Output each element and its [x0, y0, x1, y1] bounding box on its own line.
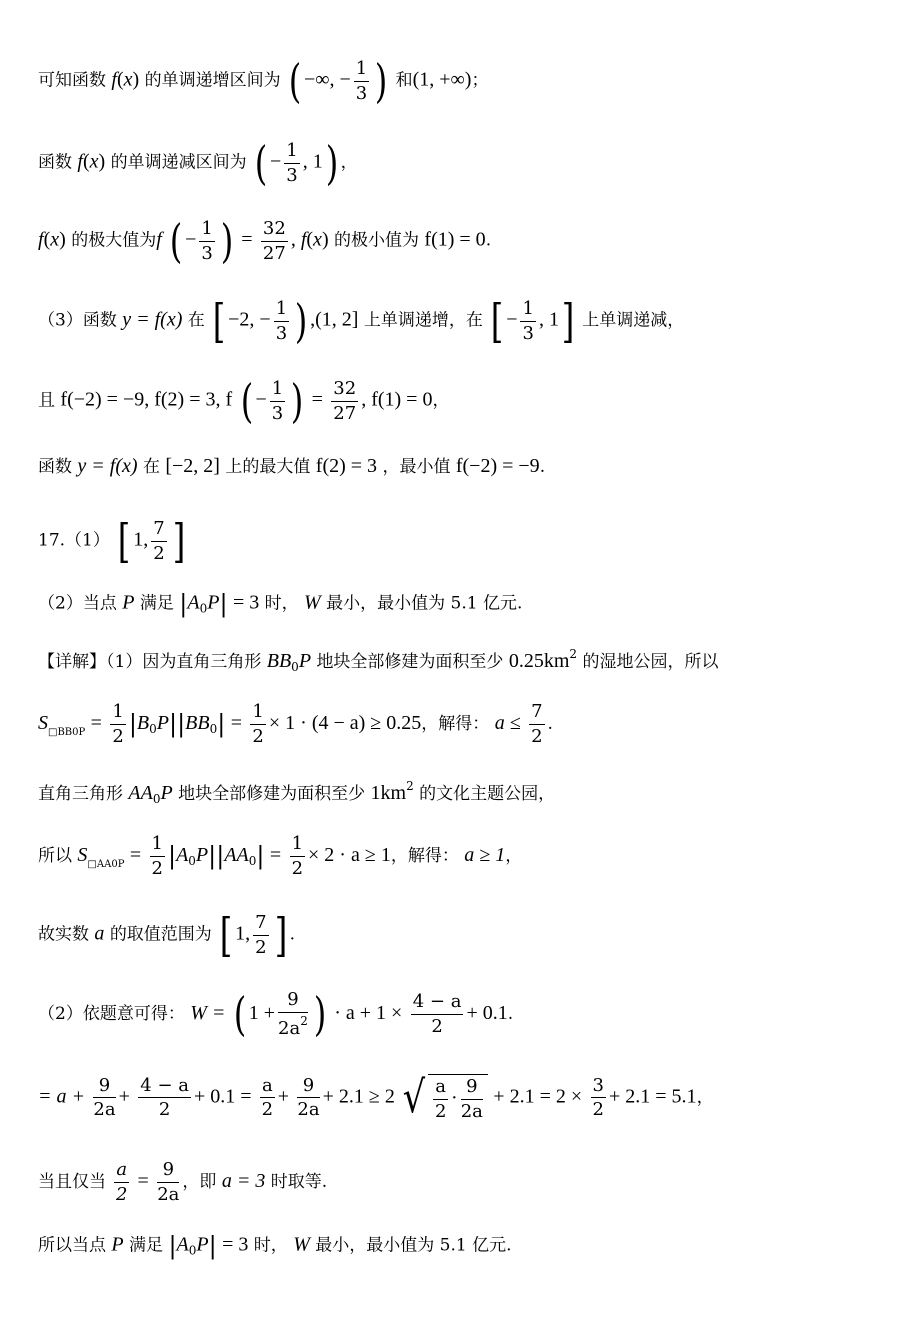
expr: + 2.1 = 2 ×	[493, 1085, 583, 1108]
text: 函数	[38, 457, 72, 477]
text: 的极大值为	[71, 230, 157, 251]
expr: + 0.1	[466, 1001, 508, 1024]
punct: .	[539, 457, 546, 477]
frac-num: 4 − a	[138, 1076, 191, 1099]
line-12: 所以 $S_{□AA0P}$ = $\frac{1}{2}$ $|A_0P||AA_0|$ = $\frac{1}{2}$ × 2 · a ≥ 1，解得： a ≥ 1，	[38, 833, 523, 879]
expr: + 0.1 =	[194, 1085, 252, 1108]
text: ，解得：	[390, 845, 459, 866]
var-s: S	[77, 843, 88, 866]
interval: [−2, 2]	[165, 455, 220, 477]
frac-den: 2	[592, 1099, 604, 1121]
subscript: 0	[199, 601, 208, 616]
frac-den: 2a	[93, 1099, 116, 1121]
line-17: 所以当点 P 满足 $|A_0P| = 3$ 时， W 最小，最小值为 5.1 亿元.	[38, 1232, 512, 1260]
line-15	[38, 1071, 880, 1123]
text: ，最小值	[382, 457, 451, 477]
text: 【详解】（1）因为直角三角形	[38, 652, 262, 672]
func-f: f	[111, 68, 117, 91]
frac-den: 3	[271, 402, 284, 424]
var-p: P	[160, 782, 173, 804]
expr: a ≤	[494, 711, 521, 734]
text: 的湿地公园，所以	[582, 652, 719, 672]
subscript: P	[117, 858, 125, 870]
text: 地块全部修建为面积至少	[316, 652, 504, 672]
subscript: 0	[188, 853, 196, 868]
var-s: S	[38, 711, 48, 734]
area: 0.25km	[508, 650, 570, 672]
superscript: 2	[406, 779, 414, 793]
frac-den: 2a	[157, 1183, 180, 1205]
line-11	[38, 780, 880, 805]
interval: (1, 2]	[315, 308, 359, 331]
expr: = 3	[232, 591, 260, 614]
frac-num: 9	[461, 1077, 483, 1100]
text: 地块全部修建为面积至少	[178, 784, 366, 804]
expr: W =	[190, 1001, 226, 1024]
equals: =	[311, 388, 323, 411]
subscript: 0	[149, 721, 157, 736]
text: 时取等.	[270, 1171, 328, 1192]
frac-den: 2a	[278, 1017, 301, 1039]
text: 满足	[139, 593, 174, 614]
interval: −	[506, 308, 518, 331]
subscript: 0	[209, 721, 218, 736]
frac-num: 1	[199, 219, 214, 242]
interval: −∞, −	[303, 68, 351, 91]
var-p: P	[196, 1233, 209, 1256]
var-a: A	[176, 1233, 189, 1256]
comma: ,	[290, 228, 301, 251]
line-2: 函数 f(x) 的单调递减区间为 ( − $\frac{1}{3}$ , 1) ，	[38, 136, 358, 190]
text: 函数	[38, 152, 72, 173]
expr: = 3	[222, 1233, 249, 1256]
interval: −2, −	[228, 308, 271, 331]
subscript: 0	[111, 858, 118, 870]
line-10: $S_{□BB0P}$ = $\frac{1}{2}$ $|B_0P||BB_0|$ = $\frac{1}{2}$ × 1 · (4 − a) ≥ 0.25，解得： a ≤ $\frac{7}{2}$ .	[38, 701, 553, 747]
equals: =	[230, 711, 243, 734]
var-x: x	[50, 228, 60, 251]
punct: .	[547, 713, 553, 734]
line-4: （3）函数 y = f(x) 在 [ −2, − $\frac{1}{3}$ ) ,(1, 2] 上单调递增，在 [ − $\frac{1}{3}$ , 1] 上单调递减，	[38, 294, 685, 348]
var-p: P	[111, 1233, 124, 1256]
line-6	[38, 456, 880, 476]
frac-num: 1	[270, 379, 285, 402]
frac-num: 1	[284, 141, 299, 164]
frac-num: 7	[529, 702, 544, 725]
expr: × 1 · (4 − a) ≥ 0.25	[268, 711, 422, 734]
frac-den: 27	[333, 402, 357, 424]
var-p: P	[195, 843, 209, 866]
frac-num: 9	[93, 1076, 115, 1099]
text: 直角三角形	[38, 784, 123, 804]
text: 所以当点	[38, 1235, 106, 1256]
frac-den: 2a	[297, 1099, 320, 1121]
subscript: 0	[72, 726, 79, 738]
question-number: 17.（1）	[38, 530, 110, 551]
frac-num: 1	[354, 59, 369, 82]
text: 上单调递减，	[582, 310, 685, 331]
line-7: 17.（1） [ 1, $\frac{7}{2}$ ]	[38, 514, 185, 568]
line-14: （2）依题意可得： W = ( 1 + $\frac{9}{2a^2}$ ) · a + 1 × $\frac{4 - a}{2}$ + 0.1.	[38, 987, 514, 1042]
frac-den: 2	[116, 1183, 128, 1205]
text: ，即	[182, 1171, 217, 1192]
equals: =	[269, 843, 282, 866]
interval: (1, +∞)	[412, 68, 472, 91]
text: 的单调递增区间为	[144, 70, 281, 91]
frac-num: 1	[110, 702, 125, 725]
text: 时，	[253, 1235, 288, 1256]
text: 上单调递增，在	[363, 310, 483, 331]
var-a: A	[187, 591, 200, 614]
var-p: P	[298, 650, 312, 672]
frac-num: 1	[150, 834, 165, 857]
text: 满足	[129, 1235, 164, 1256]
text: 故实数	[38, 924, 89, 945]
area: 1km	[370, 782, 407, 804]
var: AA	[224, 843, 249, 866]
frac-den: 2a	[460, 1100, 483, 1122]
punct: ，	[432, 390, 450, 411]
frac-num: 7	[253, 913, 268, 936]
text: 的单调递减区间为	[110, 152, 247, 173]
sqrt: √ $\frac{a}{2}$ · $\frac{9}{2a}$	[400, 1074, 488, 1122]
var-a: a	[94, 922, 105, 945]
frac-num: 9	[157, 1160, 179, 1183]
punct: .	[507, 1003, 514, 1024]
subscript: □AA	[87, 858, 112, 870]
frac-den: 2	[261, 1099, 274, 1121]
expr: f(−2) = −9	[455, 455, 540, 477]
subscript: 0	[291, 660, 299, 674]
expr: + 2.1 ≥ 2	[322, 1085, 395, 1108]
equals: =	[241, 228, 253, 251]
subscript: 0	[248, 853, 257, 868]
text: 最小，最小值为 5.1 亿元.	[326, 593, 523, 614]
text: 当且仅当	[38, 1171, 106, 1192]
expr: a = 3	[221, 1169, 266, 1192]
punct: ；	[471, 70, 489, 91]
expr: 1 +	[248, 1001, 276, 1024]
frac-num: 1	[520, 299, 535, 322]
frac-den: 2	[531, 725, 543, 747]
minus: −	[255, 388, 267, 411]
line-13: 故实数 a 的取值范围为 [ 1, $\frac{7}{2}$ ] .	[38, 908, 295, 962]
minus: −	[185, 228, 197, 251]
line-5: 且 f(−2) = −9, f(2) = 3, f ( − $\frac{1}{3}$ ) = $\frac{32}{27}$ , f(1) = 0，	[38, 374, 450, 428]
var: A	[176, 843, 189, 866]
subscript: □BB	[48, 726, 73, 738]
frac-den: 3	[201, 242, 213, 264]
frac-den: 2	[112, 725, 124, 747]
expr: f(1) = 0	[424, 228, 486, 251]
frac-den: 3	[286, 164, 298, 186]
frac-num: 9	[297, 1076, 319, 1099]
punct: .	[289, 924, 295, 945]
equals: =	[137, 1169, 149, 1192]
var-p: P	[156, 711, 169, 734]
frac-num: 1	[290, 834, 305, 857]
frac-den: 2	[431, 1015, 443, 1037]
expr: , f(1) = 0	[361, 388, 433, 411]
expr: y = f(x)	[77, 455, 138, 477]
equals: =	[129, 843, 142, 866]
text: 上的最大值	[225, 457, 311, 477]
frac-den: 2	[434, 1100, 447, 1122]
frac-num: 7	[151, 519, 166, 542]
frac-num: 4 − a	[411, 992, 464, 1015]
expr: AA	[128, 782, 153, 804]
text: 最小，最小值为 5.1 亿元.	[315, 1235, 512, 1256]
punct: ，	[696, 1087, 714, 1108]
var-w: W	[304, 591, 321, 614]
text: ，解得：	[421, 713, 490, 734]
interval: −	[269, 150, 282, 173]
frac-den: 2	[255, 936, 267, 958]
expr: + 2.1 = 5.1	[609, 1085, 697, 1108]
frac-den: 2	[252, 725, 264, 747]
frac-den: 2	[151, 857, 163, 879]
frac-num: a	[114, 1160, 129, 1183]
expr: · a + 1 ×	[334, 1001, 403, 1024]
frac-den: 2	[291, 857, 304, 879]
var: B	[136, 711, 150, 734]
interval: , 1	[302, 150, 323, 173]
interval: 1,	[235, 922, 251, 945]
frac-den: 2	[158, 1099, 171, 1121]
plus: +	[118, 1085, 130, 1108]
text: （3）函数	[38, 310, 117, 331]
text: 时，	[264, 593, 299, 614]
frac-den: 3	[275, 322, 288, 344]
frac-num: 32	[261, 219, 288, 242]
superscript: 2	[300, 1013, 308, 1028]
frac-num: 1	[250, 702, 265, 725]
var-x: x	[123, 68, 133, 91]
frac-num: a	[433, 1077, 448, 1100]
frac-num: 1	[274, 299, 289, 322]
frac-num: 3	[591, 1076, 606, 1099]
line-16	[38, 1160, 880, 1205]
var-p: P	[122, 591, 135, 614]
interval: , 1	[538, 308, 559, 331]
equals: =	[90, 711, 102, 734]
text: 所以	[38, 845, 72, 866]
subscript: 0	[188, 1243, 197, 1258]
expr: f(2) = 3	[315, 455, 378, 477]
text: 在	[187, 310, 205, 331]
plus: +	[277, 1085, 289, 1108]
expr: a ≥ 1	[464, 843, 506, 866]
expr: × 2 · a ≥ 1	[308, 843, 391, 866]
text: 的文化主题公园，	[419, 784, 556, 804]
text: 的极小值为	[334, 230, 420, 251]
punct: .	[485, 230, 492, 251]
var-w: W	[293, 1233, 310, 1256]
text: 且	[38, 390, 55, 411]
text: （2）依题意可得：	[38, 1003, 185, 1024]
text: （2）当点	[38, 593, 117, 614]
text: 和	[395, 70, 413, 91]
expr: y = f(x)	[122, 308, 183, 331]
frac-num: 32	[331, 379, 358, 402]
text: 在	[142, 457, 160, 477]
func-f: f	[38, 228, 44, 251]
frac-den: 3	[355, 82, 368, 104]
subscript: 0	[152, 792, 161, 806]
text: 的取值范围为	[109, 924, 212, 945]
expr: f(−2) = −9, f(2) = 3, f	[60, 388, 233, 411]
line-1: 可知函数 f(x) 的单调递增区间为 ( −∞, − $\frac{1}{3}$ ) 和(1, +∞)；	[38, 54, 489, 108]
frac-den: 27	[262, 242, 286, 264]
frac-num: a	[260, 1076, 275, 1099]
dot: ·	[451, 1086, 458, 1109]
expr: = a +	[38, 1085, 85, 1108]
frac-den: 3	[522, 322, 534, 344]
frac-num: 9	[278, 990, 308, 1013]
var-p: P	[207, 591, 220, 614]
line-3: f(x) 的极大值为f ( − $\frac{1}{3}$ ) = $\frac{32}{27}$ , f(x) 的极小值为 f(1) = 0.	[38, 214, 492, 268]
var-x: x	[89, 150, 99, 173]
func-f: f	[77, 150, 83, 173]
punct: ，	[340, 152, 358, 173]
expr: BB	[266, 650, 292, 672]
var: BB	[185, 711, 210, 734]
text: 可知函数	[38, 70, 106, 91]
interval: 1,	[133, 528, 149, 551]
line-9	[38, 648, 880, 673]
line-8: （2）当点 P 满足 $|A_0P| = 3$ 时， W 最小，最小值为 5.1 亿元.	[38, 590, 523, 618]
subscript: P	[78, 726, 86, 738]
superscript: 2	[569, 647, 578, 661]
punct: ，	[505, 845, 523, 866]
frac-den: 2	[153, 542, 165, 564]
